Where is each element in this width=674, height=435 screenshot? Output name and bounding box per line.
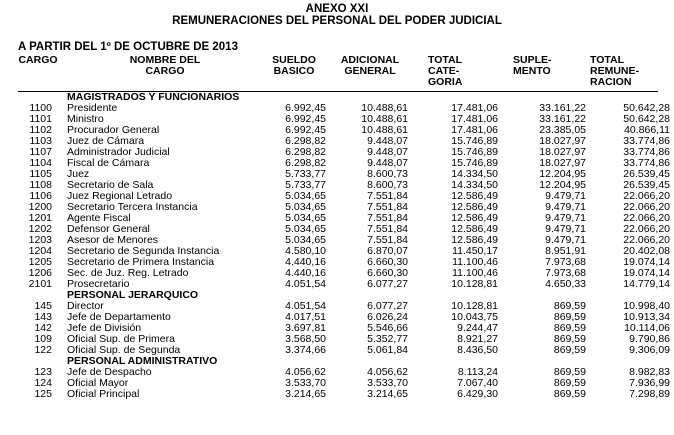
header-adicional-general: ADICIONAL GENERAL	[340, 54, 400, 77]
sueldo-basico-cell: 5.034,65	[285, 223, 326, 235]
cargo-code: 145	[34, 300, 52, 312]
adicional-general-cell: 6.077,27	[367, 300, 408, 312]
cargo-name: Administrador Judicial	[67, 146, 170, 158]
total-remuneracion-cell: 7.298,89	[629, 388, 670, 400]
effective-date-line: A PARTIR DEL 1º DE OCTUBRE DE 2013	[18, 41, 238, 53]
suplemento-cell: 7.973,68	[545, 256, 586, 268]
total-remuneracion-cell: 9.306,09	[629, 344, 670, 356]
total-remuneracion-cell: 26.539,45	[623, 168, 670, 180]
sueldo-basico-cell: 6.298,82	[285, 157, 326, 169]
cargo-name: Ministro	[67, 113, 104, 125]
adicional-general-cell: 5.352,77	[367, 333, 408, 345]
total-remuneracion-cell: 22.066,20	[623, 234, 670, 246]
cargo-name: Juez Regional Letrado	[67, 190, 173, 202]
page-title: REMUNERACIONES DEL PERSONAL DEL PODER JUDICIAL	[172, 15, 502, 27]
adicional-general-cell: 6.026,24	[367, 311, 408, 323]
adicional-general-cell: 6.870,07	[367, 245, 408, 257]
cargo-name: Juez de Cámara	[67, 135, 145, 147]
sueldo-basico-cell: 6.992,45	[285, 124, 326, 136]
cargo-name: Oficial Sup. de Segunda	[67, 344, 181, 356]
total-remuneracion-cell: 19.074,14	[623, 267, 670, 279]
total-remuneracion-cell: 26.539,45	[623, 179, 670, 191]
adicional-general-cell: 7.551,84	[367, 201, 408, 213]
suplemento-cell: 869,59	[553, 344, 586, 356]
total-remuneracion-cell: 50.642,28	[623, 102, 670, 114]
adicional-general-cell: 10.488,61	[361, 113, 408, 125]
section-heading: MAGISTRADOS Y FUNCIONARIOS	[67, 91, 240, 103]
suplemento-cell: 9.479,71	[545, 234, 586, 246]
suplemento-cell: 12.204,95	[539, 168, 586, 180]
cargo-name: Fiscal de Cámara	[67, 157, 150, 169]
total-categoria-cell: 8.921,27	[457, 333, 498, 345]
adicional-general-cell: 6.660,30	[367, 267, 408, 279]
adicional-general-cell: 9.448,07	[367, 135, 408, 147]
sueldo-basico-cell: 4.051,54	[285, 278, 326, 290]
total-remuneracion-cell: 7.936,99	[629, 377, 670, 389]
suplemento-cell: 9.479,71	[545, 223, 586, 235]
cargo-code: 124	[34, 377, 52, 389]
adicional-general-cell: 9.448,07	[367, 146, 408, 158]
total-remuneracion-cell: 22.066,20	[623, 223, 670, 235]
adicional-general-cell: 7.551,84	[367, 212, 408, 224]
cargo-code: 1107	[29, 146, 52, 158]
cargo-name: Defensor General	[67, 223, 150, 235]
total-categoria-cell: 17.481,06	[451, 102, 498, 114]
sueldo-basico-cell: 3.697,81	[285, 322, 326, 334]
total-categoria-cell: 17.481,06	[451, 124, 498, 136]
header-total-remuneracion: TOTAL REMUNE- RACION	[590, 54, 639, 88]
adicional-general-cell: 3.533,70	[367, 377, 408, 389]
total-categoria-cell: 10.128,81	[451, 300, 498, 312]
suplemento-cell: 18.027,97	[539, 135, 586, 147]
cargo-code: 125	[34, 388, 52, 400]
adicional-general-cell: 5.546,66	[367, 322, 408, 334]
cargo-code: 142	[34, 322, 52, 334]
cargo-name: Oficial Principal	[67, 388, 140, 400]
cargo-code: 1108	[29, 179, 52, 191]
cargo-name: Secretario de Sala	[67, 179, 154, 191]
total-remuneracion-cell: 14.779,14	[623, 278, 670, 290]
table-row	[0, 389, 674, 400]
suplemento-cell: 9.479,71	[545, 201, 586, 213]
cargo-code: 1200	[28, 201, 52, 213]
cargo-name: Prosecretario	[67, 278, 130, 290]
cargo-name: Secretario de Primera Instancia	[67, 256, 215, 268]
total-categoria-cell: 15.746,89	[451, 157, 498, 169]
total-categoria-cell: 10.043,75	[451, 311, 498, 323]
header-cargo: CARGO	[18, 54, 58, 66]
adicional-general-cell: 3.214,65	[367, 388, 408, 400]
suplemento-cell: 33.161,22	[539, 113, 586, 125]
total-categoria-cell: 8.436,50	[457, 344, 498, 356]
suplemento-cell: 8.951,91	[545, 245, 586, 257]
header-suplemento: SUPLE- MENTO	[513, 54, 552, 77]
adicional-general-cell: 6.660,30	[367, 256, 408, 268]
suplemento-cell: 18.027,97	[539, 146, 586, 158]
sueldo-basico-cell: 4.017,51	[285, 311, 326, 323]
total-categoria-cell: 17.481,06	[451, 113, 498, 125]
total-categoria-cell: 12.586,49	[451, 234, 498, 246]
cargo-code: 1100	[29, 102, 52, 114]
cargo-code: 1106	[29, 190, 52, 202]
adicional-general-cell: 7.551,84	[367, 190, 408, 202]
cargo-name: Oficial Sup. de Primera	[67, 333, 175, 345]
header-total-categoria: TOTAL CATE- GORIA	[428, 54, 463, 88]
cargo-name: Jefe de Despacho	[67, 366, 152, 378]
cargo-code: 1103	[29, 135, 52, 147]
cargo-name: Secretario de Segunda Instancia	[67, 245, 220, 257]
total-categoria-cell: 12.586,49	[451, 201, 498, 213]
sueldo-basico-cell: 4.440,16	[285, 256, 326, 268]
total-remuneracion-cell: 22.066,20	[623, 190, 670, 202]
cargo-code: 1102	[29, 124, 52, 136]
total-remuneracion-cell: 33.774,86	[623, 135, 670, 147]
total-categoria-cell: 15.746,89	[451, 135, 498, 147]
section-heading: PERSONAL ADMINISTRATIVO	[67, 355, 218, 367]
cargo-name: Director	[67, 300, 104, 312]
total-remuneracion-cell: 33.774,86	[623, 157, 670, 169]
adicional-general-cell: 7.551,84	[367, 234, 408, 246]
adicional-general-cell: 10.488,61	[361, 124, 408, 136]
total-remuneracion-cell: 22.066,20	[623, 201, 670, 213]
cargo-code: 122	[34, 344, 52, 356]
suplemento-cell: 869,59	[553, 300, 586, 312]
total-categoria-cell: 14.334,50	[451, 179, 498, 191]
suplemento-cell: 869,59	[553, 377, 586, 389]
suplemento-cell: 7.973,68	[545, 267, 586, 279]
total-categoria-cell: 11.450,17	[452, 245, 498, 257]
cargo-name: Jefe de Departamento	[67, 311, 171, 323]
cargo-code: 109	[34, 333, 52, 345]
cargo-name: Agente Fiscal	[67, 212, 131, 224]
total-categoria-cell: 6.429,30	[457, 388, 498, 400]
cargo-name: Sec. de Juz. Reg. Letrado	[67, 267, 189, 279]
header-sueldo-basico: SUELDO BASICO	[272, 54, 316, 77]
cargo-code: 1206	[28, 267, 52, 279]
adicional-general-cell: 4.056,62	[367, 366, 408, 378]
cargo-name: Asesor de Menores	[67, 234, 159, 246]
sueldo-basico-cell: 3.214,65	[285, 388, 326, 400]
total-remuneracion-cell: 9.790,86	[629, 333, 670, 345]
total-categoria-cell: 11.100,46	[452, 256, 498, 268]
suplemento-cell: 869,59	[553, 388, 586, 400]
total-remuneracion-cell: 8.982,83	[629, 366, 670, 378]
total-categoria-cell: 11.100,46	[452, 267, 498, 279]
sueldo-basico-cell: 5.733,77	[285, 179, 326, 191]
suplemento-cell: 9.479,71	[545, 190, 586, 202]
suplemento-cell: 869,59	[553, 322, 586, 334]
cargo-code: 1101	[29, 113, 52, 125]
total-remuneracion-cell: 40.866,11	[624, 124, 670, 136]
sueldo-basico-cell: 4.056,62	[285, 366, 326, 378]
total-categoria-cell: 12.586,49	[451, 190, 498, 202]
total-categoria-cell: 12.586,49	[451, 212, 498, 224]
cargo-code: 1204	[28, 245, 52, 257]
total-remuneracion-cell: 22.066,20	[623, 212, 670, 224]
cargo-code: 2101	[28, 278, 52, 290]
sueldo-basico-cell: 3.533,70	[285, 377, 326, 389]
total-remuneracion-cell: 50.642,28	[623, 113, 670, 125]
adicional-general-cell: 8.600,73	[367, 168, 408, 180]
annex-label: ANEXO XXI	[305, 3, 369, 15]
sueldo-basico-cell: 6.992,45	[285, 113, 326, 125]
total-remuneracion-cell: 19.074,14	[623, 256, 670, 268]
cargo-name: Procurador General	[67, 124, 160, 136]
suplemento-cell: 869,59	[553, 333, 586, 345]
total-categoria-cell: 10.128,81	[451, 278, 498, 290]
total-remuneracion-cell: 10.998,40	[623, 300, 670, 312]
suplemento-cell: 4.650,33	[545, 278, 586, 290]
total-categoria-cell: 12.586,49	[451, 223, 498, 235]
sueldo-basico-cell: 3.374,66	[285, 344, 326, 356]
sueldo-basico-cell: 4.440,16	[285, 267, 326, 279]
cargo-code: 1104	[29, 157, 52, 169]
total-remuneracion-cell: 33.774,86	[623, 146, 670, 158]
adicional-general-cell: 6.077,27	[367, 278, 408, 290]
cargo-code: 1201	[28, 212, 52, 224]
suplemento-cell: 12.204,95	[539, 179, 586, 191]
total-categoria-cell: 8.113,24	[457, 366, 498, 378]
sueldo-basico-cell: 5.034,65	[285, 212, 326, 224]
sueldo-basico-cell: 3.568,50	[285, 333, 326, 345]
sueldo-basico-cell: 5.733,77	[285, 168, 326, 180]
cargo-name: Presidente	[67, 102, 118, 114]
sueldo-basico-cell: 6.298,82	[285, 135, 326, 147]
sueldo-basico-cell: 5.034,65	[285, 190, 326, 202]
cargo-name: Jefe de División	[67, 322, 142, 334]
suplemento-cell: 9.479,71	[545, 212, 586, 224]
sueldo-basico-cell: 5.034,65	[285, 201, 326, 213]
adicional-general-cell: 7.551,84	[367, 223, 408, 235]
total-remuneracion-cell: 10.913,34	[623, 311, 670, 323]
suplemento-cell: 18.027,97	[539, 157, 586, 169]
cargo-name: Oficial Mayor	[67, 377, 129, 389]
total-remuneracion-cell: 10.114,06	[624, 322, 670, 334]
cargo-code: 1205	[28, 256, 52, 268]
total-categoria-cell: 14.334,50	[451, 168, 498, 180]
total-categoria-cell: 9.244,47	[457, 322, 498, 334]
cargo-code: 1202	[28, 223, 52, 235]
adicional-general-cell: 8.600,73	[367, 179, 408, 191]
sueldo-basico-cell: 5.034,65	[285, 234, 326, 246]
header-nombre-del-cargo: NOMBRE DEL CARGO	[129, 54, 201, 77]
salary-table-body	[0, 92, 674, 400]
suplemento-cell: 869,59	[553, 366, 586, 378]
cargo-name: Secretario Tercera Instancia	[67, 201, 198, 213]
sueldo-basico-cell: 4.051,54	[285, 300, 326, 312]
suplemento-cell: 869,59	[553, 311, 586, 323]
cargo-code: 143	[34, 311, 52, 323]
section-heading: PERSONAL JERARQUICO	[67, 289, 199, 301]
cargo-code: 123	[34, 366, 52, 378]
adicional-general-cell: 10.488,61	[361, 102, 408, 114]
suplemento-cell: 23.385,05	[539, 124, 586, 136]
total-categoria-cell: 7.067,40	[457, 377, 498, 389]
sueldo-basico-cell: 4.580,10	[285, 245, 326, 257]
cargo-name: Juez	[67, 168, 90, 180]
suplemento-cell: 33.161,22	[539, 102, 586, 114]
total-remuneracion-cell: 20.402,08	[623, 245, 670, 257]
cargo-code: 1105	[29, 168, 52, 180]
sueldo-basico-cell: 6.992,45	[285, 102, 326, 114]
adicional-general-cell: 9.448,07	[367, 157, 408, 169]
adicional-general-cell: 5.061,84	[367, 344, 408, 356]
total-categoria-cell: 15.746,89	[451, 146, 498, 158]
cargo-code: 1203	[28, 234, 52, 246]
sueldo-basico-cell: 6.298,82	[285, 146, 326, 158]
